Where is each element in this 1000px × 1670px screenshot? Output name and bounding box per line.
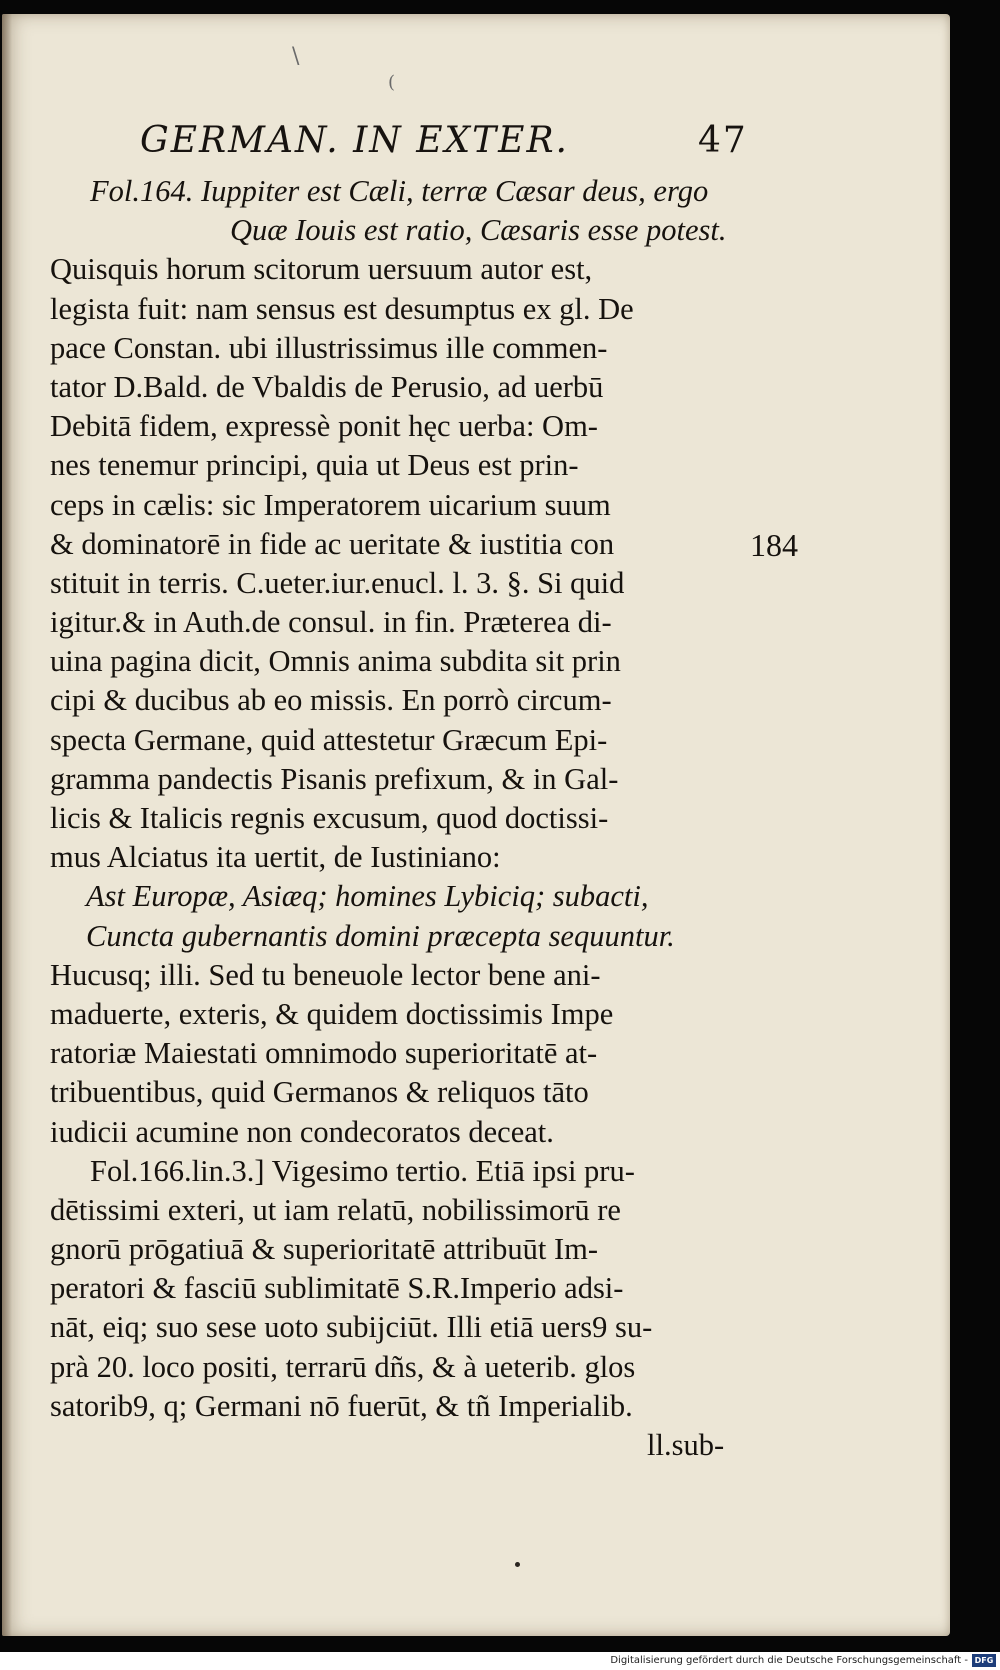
text-line: gramma pandectis Pisanis prefixum, & in Gal-: [50, 761, 619, 796]
text-line: Debitā fidem, expressè ponit hęc uerba: Om-: [50, 409, 598, 444]
verse-line: Quæ Iouis est ratio, Cæsaris esse potest.: [230, 213, 727, 248]
dfg-logo: DFG: [972, 1654, 996, 1667]
text-line: Hucusq; illi. Sed tu beneuole lector bene ani-: [50, 957, 601, 992]
book-page: [2, 14, 950, 1636]
text-line: maduerte, exteris, & quidem doctissimis Impe: [50, 996, 614, 1031]
running-head: GERMAN. IN EXTER.: [140, 120, 569, 161]
text-line: dētissimi exteri, ut iam relatū, nobilissimorū re: [50, 1192, 621, 1227]
text-line: iudicii acumine non condecoratos deceat.: [50, 1114, 554, 1149]
text-line: satorib9, q; Germani nō fuerūt, & tñ Imperialib.: [50, 1388, 633, 1423]
text-line: igitur.& in Auth.de consul. in fin. Præterea di-: [50, 605, 612, 640]
top-paren-mark: (: [388, 72, 396, 93]
verse-line: Fol.164. Iuppiter est Cæli, terræ Cæsar deus, ergo: [90, 174, 709, 208]
text-line: prà 20. loco positi, terrarū dñs, & à ueterib. glos: [50, 1349, 636, 1384]
text-line: ratoriæ Maiestati omnimodo superioritatē at-: [50, 1036, 598, 1071]
verse-line: Ast Europæ, Asiæq; homines Lybiciq; subacti,: [86, 879, 649, 914]
text-line: licis & Italicis regnis excusum, quod doctissi-: [50, 801, 609, 835]
footer-credit: Digitalisierung gefördert durch die Deutsche Forschungsgemeinschaft -: [610, 1655, 968, 1666]
text-line: mus Alciatus ita uertit, de Iustiniano:: [50, 840, 501, 875]
body-text: [50, 172, 750, 1465]
text-line: gnorū prōgatiuā & superioritatē attribuūt Im-: [50, 1232, 599, 1267]
text-line: nāt, eiq; suo sese uoto subijciūt. Illi etiā uers9 su-: [50, 1310, 653, 1345]
page-header: [140, 120, 760, 170]
catchword: ll.sub-: [647, 1428, 725, 1462]
margin-number: 184: [750, 527, 798, 563]
ink-dot: [515, 1562, 520, 1567]
text-line: nes tenemur principi, quia ut Deus est prin-: [50, 448, 579, 483]
text-line: peratori & fasciū sublimitatē S.R.Imperio adsi-: [50, 1271, 624, 1306]
text-line: stituit in terris. C.ueter.iur.enucl. l. 3. §. Si quid: [50, 565, 625, 600]
text-line: legista fuit: nam sensus est desumptus ex gl. De: [50, 291, 634, 326]
text-line: ceps in cælis: sic Imperatorem uicarium suum: [50, 487, 611, 522]
text-line: pace Constan. ubi illustrissimus ille commen-: [50, 330, 608, 365]
text-line: & dominatorē in fide ac ueritate & iustitia con: [50, 526, 615, 561]
text-line: Quisquis horum scitorum uersuum autor est,: [50, 252, 593, 287]
text-line: Fol.166.lin.3.] Vigesimo tertio. Etiā ipsi pru-: [90, 1153, 635, 1188]
text-line: specta Germane, quid attestetur Græcum Epi-: [50, 722, 608, 757]
verse-line: Cuncta gubernantis domini præcepta sequuntur.: [86, 918, 675, 953]
text-line: cipi & ducibus ab eo missis. En porrò circum-: [50, 683, 612, 718]
text-line: tribuentibus, quid Germanos & reliquos tāto: [50, 1075, 589, 1110]
text-line: tator D.Bald. de Vbaldis de Perusio, ad uerbū: [50, 369, 604, 404]
text-line: uina pagina dicit, Omnis anima subdita sit prin: [50, 644, 621, 679]
top-scratch-mark: \: [292, 44, 300, 69]
page-number: 47: [698, 120, 748, 161]
